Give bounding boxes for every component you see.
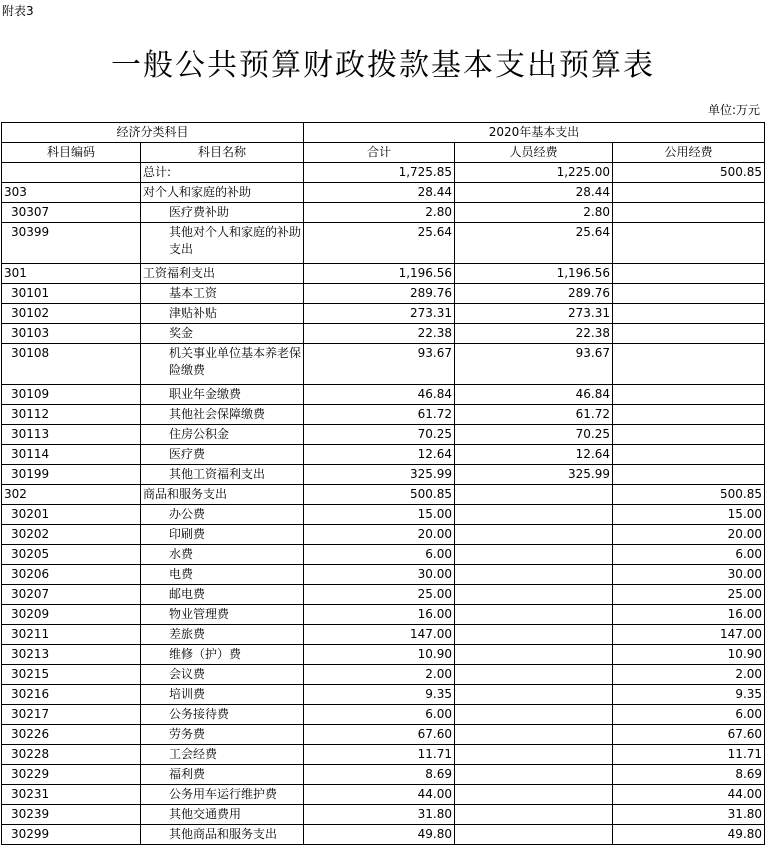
row-code: 30102 <box>2 304 141 324</box>
row-public: 10.90 <box>613 645 765 665</box>
row-name: 机关事业单位基本养老保险缴费 <box>141 344 304 385</box>
row-code: 30114 <box>2 445 141 465</box>
row-total: 22.38 <box>304 324 455 344</box>
row-name: 会议费 <box>141 665 304 685</box>
row-total: 31.80 <box>304 805 455 825</box>
table-row <box>2 465 765 485</box>
row-public <box>613 284 765 304</box>
table-row <box>2 445 765 465</box>
row-public: 31.80 <box>613 805 765 825</box>
row-public: 8.69 <box>613 765 765 785</box>
row-name: 维修（护）费 <box>141 645 304 665</box>
column-header-row <box>2 143 765 163</box>
table-row <box>2 425 765 445</box>
row-name: 其他对个人和家庭的补助支出 <box>141 223 304 264</box>
row-name: 住房公积金 <box>141 425 304 445</box>
row-code: 301 <box>2 264 141 284</box>
total-personnel: 1,225.00 <box>455 163 613 183</box>
row-code: 30229 <box>2 765 141 785</box>
table-row <box>2 705 765 725</box>
row-code: 30307 <box>2 203 141 223</box>
row-code: 30299 <box>2 825 141 845</box>
row-name: 培训费 <box>141 685 304 705</box>
row-name: 对个人和家庭的补助 <box>141 183 304 203</box>
table-row <box>2 825 765 845</box>
group-header-basic-expense: 2020年基本支出 <box>304 123 765 143</box>
row-public: 9.35 <box>613 685 765 705</box>
row-code: 30112 <box>2 405 141 425</box>
total-row <box>2 163 765 183</box>
row-total: 15.00 <box>304 505 455 525</box>
row-name: 公务接待费 <box>141 705 304 725</box>
row-name: 其他商品和服务支出 <box>141 825 304 845</box>
row-public: 49.80 <box>613 825 765 845</box>
row-total: 289.76 <box>304 284 455 304</box>
row-personnel: 22.38 <box>455 324 613 344</box>
table-row <box>2 725 765 745</box>
row-name: 商品和服务支出 <box>141 485 304 505</box>
row-personnel <box>455 625 613 645</box>
row-total: 9.35 <box>304 685 455 705</box>
row-name: 医疗费 <box>141 445 304 465</box>
row-code: 30228 <box>2 745 141 765</box>
row-public <box>613 405 765 425</box>
row-personnel <box>455 565 613 585</box>
row-public: 44.00 <box>613 785 765 805</box>
row-name: 办公费 <box>141 505 304 525</box>
row-public: 16.00 <box>613 605 765 625</box>
row-public: 500.85 <box>613 485 765 505</box>
row-public <box>613 465 765 485</box>
row-code: 30216 <box>2 685 141 705</box>
table-row <box>2 685 765 705</box>
row-personnel: 93.67 <box>455 344 613 385</box>
row-code: 30201 <box>2 505 141 525</box>
row-total: 28.44 <box>304 183 455 203</box>
row-name: 劳务费 <box>141 725 304 745</box>
row-personnel <box>455 665 613 685</box>
table-row <box>2 304 765 324</box>
row-public: 6.00 <box>613 705 765 725</box>
row-code: 30213 <box>2 645 141 665</box>
row-personnel <box>455 485 613 505</box>
row-code: 30202 <box>2 525 141 545</box>
row-public: 6.00 <box>613 545 765 565</box>
row-code: 30109 <box>2 385 141 405</box>
row-personnel <box>455 705 613 725</box>
row-personnel <box>455 525 613 545</box>
group-header-economic: 经济分类科目 <box>2 123 304 143</box>
row-total: 11.71 <box>304 745 455 765</box>
row-name: 工会经费 <box>141 745 304 765</box>
row-personnel <box>455 545 613 565</box>
row-personnel: 25.64 <box>455 223 613 264</box>
row-personnel: 61.72 <box>455 405 613 425</box>
row-total: 2.00 <box>304 665 455 685</box>
budget-table <box>1 122 765 845</box>
row-personnel: 325.99 <box>455 465 613 485</box>
row-personnel: 2.80 <box>455 203 613 223</box>
row-name: 职业年金缴费 <box>141 385 304 405</box>
row-public <box>613 264 765 284</box>
row-code: 30231 <box>2 785 141 805</box>
group-header-row <box>2 123 765 143</box>
row-total: 147.00 <box>304 625 455 645</box>
row-code: 30399 <box>2 223 141 264</box>
row-code: 30215 <box>2 665 141 685</box>
appendix-note: 附表3 <box>2 4 34 18</box>
row-public: 20.00 <box>613 525 765 545</box>
page-title: 一般公共预算财政拨款基本支出预算表 <box>111 48 655 83</box>
row-public: 25.00 <box>613 585 765 605</box>
row-total: 10.90 <box>304 645 455 665</box>
table-row <box>2 665 765 685</box>
row-personnel: 12.64 <box>455 445 613 465</box>
row-total: 12.64 <box>304 445 455 465</box>
row-code: 30199 <box>2 465 141 485</box>
row-personnel <box>455 585 613 605</box>
table-row <box>2 605 765 625</box>
table-row <box>2 485 765 505</box>
row-total: 2.80 <box>304 203 455 223</box>
row-code: 30205 <box>2 545 141 565</box>
row-total: 500.85 <box>304 485 455 505</box>
row-public: 15.00 <box>613 505 765 525</box>
row-name: 医疗费补助 <box>141 203 304 223</box>
row-personnel: 1,196.56 <box>455 264 613 284</box>
table-row <box>2 765 765 785</box>
table-row <box>2 344 765 385</box>
total-label: 总计: <box>141 163 304 183</box>
row-total: 20.00 <box>304 525 455 545</box>
table-row <box>2 324 765 344</box>
row-total: 1,196.56 <box>304 264 455 284</box>
row-name: 邮电费 <box>141 585 304 605</box>
row-total: 30.00 <box>304 565 455 585</box>
table-row <box>2 203 765 223</box>
row-total: 61.72 <box>304 405 455 425</box>
row-total: 8.69 <box>304 765 455 785</box>
row-total: 67.60 <box>304 725 455 745</box>
col-header-personnel: 人员经费 <box>455 143 613 163</box>
row-code: 30108 <box>2 344 141 385</box>
col-header-public: 公用经费 <box>613 143 765 163</box>
row-name: 公务用车运行维护费 <box>141 785 304 805</box>
row-code: 30211 <box>2 625 141 645</box>
row-code: 30113 <box>2 425 141 445</box>
row-name: 津贴补贴 <box>141 304 304 324</box>
row-total: 93.67 <box>304 344 455 385</box>
col-header-code: 科目编码 <box>2 143 141 163</box>
row-name: 印刷费 <box>141 525 304 545</box>
row-personnel <box>455 685 613 705</box>
table-row <box>2 545 765 565</box>
table-row <box>2 565 765 585</box>
row-code: 30226 <box>2 725 141 745</box>
table-row <box>2 405 765 425</box>
row-public: 67.60 <box>613 725 765 745</box>
row-personnel <box>455 725 613 745</box>
row-name: 其他交通费用 <box>141 805 304 825</box>
row-personnel: 273.31 <box>455 304 613 324</box>
row-name: 基本工资 <box>141 284 304 304</box>
row-public <box>613 183 765 203</box>
row-personnel <box>455 645 613 665</box>
row-personnel: 70.25 <box>455 425 613 445</box>
row-public <box>613 385 765 405</box>
row-public <box>613 324 765 344</box>
table-row <box>2 645 765 665</box>
row-personnel <box>455 605 613 625</box>
row-name: 物业管理费 <box>141 605 304 625</box>
row-code: 302 <box>2 485 141 505</box>
row-personnel <box>455 765 613 785</box>
row-name: 其他工资福利支出 <box>141 465 304 485</box>
col-header-total: 合计 <box>304 143 455 163</box>
row-public <box>613 425 765 445</box>
total-public: 500.85 <box>613 163 765 183</box>
row-code: 30207 <box>2 585 141 605</box>
row-total: 46.84 <box>304 385 455 405</box>
row-personnel <box>455 785 613 805</box>
row-code: 30217 <box>2 705 141 725</box>
row-public <box>613 445 765 465</box>
row-name: 其他社会保障缴费 <box>141 405 304 425</box>
row-total: 273.31 <box>304 304 455 324</box>
row-total: 6.00 <box>304 545 455 565</box>
row-code: 30239 <box>2 805 141 825</box>
total-sum: 1,725.85 <box>304 163 455 183</box>
row-total: 325.99 <box>304 465 455 485</box>
table-row <box>2 183 765 203</box>
row-code: 30101 <box>2 284 141 304</box>
row-total: 70.25 <box>304 425 455 445</box>
row-total: 6.00 <box>304 705 455 725</box>
row-public: 147.00 <box>613 625 765 645</box>
row-public <box>613 223 765 264</box>
row-total: 44.00 <box>304 785 455 805</box>
table-row <box>2 385 765 405</box>
row-public <box>613 344 765 385</box>
unit-label: 单位:万元 <box>707 103 760 117</box>
table-row <box>2 525 765 545</box>
total-code <box>2 163 141 183</box>
row-total: 25.00 <box>304 585 455 605</box>
row-name: 福利费 <box>141 765 304 785</box>
row-personnel: 28.44 <box>455 183 613 203</box>
row-public: 11.71 <box>613 745 765 765</box>
table-row <box>2 625 765 645</box>
col-header-name: 科目名称 <box>141 143 304 163</box>
row-name: 水费 <box>141 545 304 565</box>
row-public <box>613 203 765 223</box>
row-total: 25.64 <box>304 223 455 264</box>
row-personnel <box>455 745 613 765</box>
row-code: 30103 <box>2 324 141 344</box>
table-row <box>2 585 765 605</box>
row-personnel <box>455 805 613 825</box>
table-row <box>2 805 765 825</box>
row-name: 差旅费 <box>141 625 304 645</box>
row-code: 30206 <box>2 565 141 585</box>
row-name: 工资福利支出 <box>141 264 304 284</box>
table-row <box>2 284 765 304</box>
table-row <box>2 505 765 525</box>
row-total: 49.80 <box>304 825 455 845</box>
row-public <box>613 304 765 324</box>
table-row <box>2 264 765 284</box>
row-name: 电费 <box>141 565 304 585</box>
table-row <box>2 223 765 264</box>
table-row <box>2 785 765 805</box>
row-total: 16.00 <box>304 605 455 625</box>
table-body <box>2 163 765 845</box>
row-personnel: 46.84 <box>455 385 613 405</box>
row-name: 奖金 <box>141 324 304 344</box>
row-personnel <box>455 505 613 525</box>
row-public: 2.00 <box>613 665 765 685</box>
row-code: 30209 <box>2 605 141 625</box>
row-personnel <box>455 825 613 845</box>
table-row <box>2 745 765 765</box>
row-code: 303 <box>2 183 141 203</box>
row-personnel: 289.76 <box>455 284 613 304</box>
row-public: 30.00 <box>613 565 765 585</box>
